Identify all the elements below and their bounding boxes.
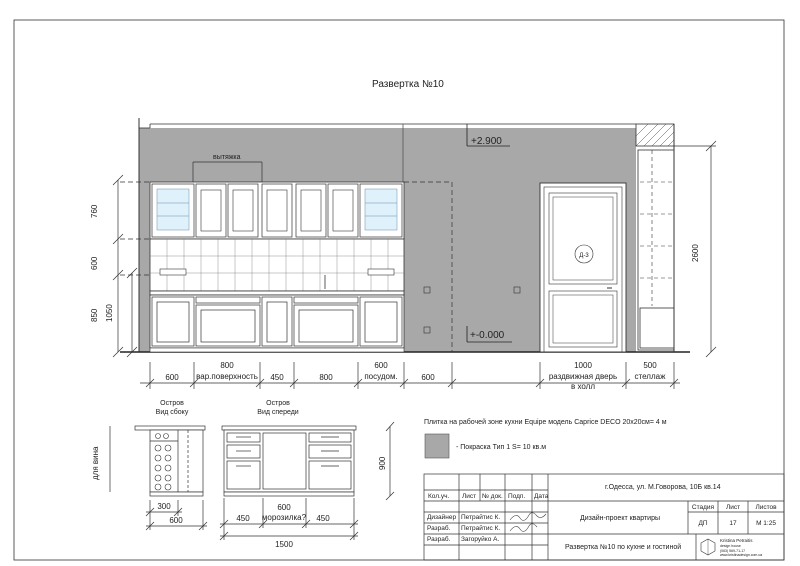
wine-label: для вина <box>91 446 100 480</box>
dim-wall-height: 2600 <box>691 244 700 262</box>
stamp-address: г.Одесса, ул. М.Говорова, 10Б кв.14 <box>605 484 721 491</box>
dim-total: 1050 <box>105 304 114 322</box>
dim-seg-3: 450 <box>270 373 284 382</box>
role-3: Разраб. <box>427 536 451 543</box>
island-height: 900 <box>378 456 387 470</box>
dim-seg-7: 1000 <box>574 361 592 370</box>
dim-seg-2-label: вар.поверхность <box>196 372 258 381</box>
countertop <box>150 291 404 295</box>
th-doc: № док. <box>482 493 503 500</box>
side-dim-600: 600 <box>169 516 183 525</box>
shelving-unit <box>638 150 674 350</box>
drawing-title: Развертка №10 <box>372 79 444 90</box>
front-dim-right: 450 <box>316 514 330 523</box>
dim-base: 850 <box>90 308 99 322</box>
dim-seg-8-label: стеллаж <box>634 372 666 381</box>
role-1: Дизайнер <box>427 514 457 521</box>
hood-label: вытяжка <box>213 154 241 161</box>
dim-seg-5-label: посудом. <box>364 372 398 381</box>
person-2: Петрайтис К. <box>461 525 501 532</box>
company-site: www.kristinadesign.com.ua <box>720 553 763 557</box>
th-list: Лист <box>462 493 477 500</box>
dim-apron: 600 <box>90 256 99 270</box>
front-dim-center: 600 <box>277 503 291 512</box>
person-1: Петрайтис К. <box>461 514 501 521</box>
level-top: +2.900 <box>471 136 502 147</box>
th-kol: Кол.уч. <box>428 493 450 500</box>
level-floor: +-0.000 <box>470 330 505 341</box>
th-date: Дата <box>534 493 549 500</box>
tile-apron <box>150 239 404 291</box>
dim-seg-2: 800 <box>220 361 234 370</box>
dim-seg-7-label2: в холл <box>571 382 595 391</box>
th-sign: Подп. <box>508 493 526 500</box>
base-cabinets <box>150 295 404 348</box>
island-front-caption: Остров <box>266 400 290 407</box>
stage-v-3: М 1:25 <box>756 520 776 527</box>
front-dim-left: 450 <box>236 514 250 523</box>
company-sub: design house <box>720 544 741 548</box>
dim-upper: 760 <box>90 204 99 218</box>
stamp-project: Дизайн-проект квартиры <box>580 515 660 522</box>
socket-block-left <box>160 269 186 275</box>
signature <box>510 513 546 532</box>
stamp-sheet-title: Развертка №10 по кухне и гостиной <box>565 544 682 551</box>
company-name: Kristina Petraitis <box>720 538 753 543</box>
socket-block-right <box>368 269 394 275</box>
dim-seg-6: 600 <box>421 373 435 382</box>
front-dim-total: 1500 <box>275 540 293 549</box>
wall-elevation <box>120 118 690 352</box>
island-front-caption2: Вид спереди <box>257 409 299 416</box>
dim-seg-1: 600 <box>165 373 179 382</box>
role-2: Разраб. <box>427 525 451 532</box>
stage-h-2: Лист <box>725 504 741 511</box>
door-tag: Д-3 <box>579 253 589 259</box>
stage-h-1: Стадия <box>691 504 715 511</box>
paint-note: - Покраска Тип 1 S= 10 кв.м <box>456 444 547 451</box>
island-front-view <box>222 426 356 496</box>
island-side-view <box>135 426 205 496</box>
side-dim-300: 300 <box>157 502 171 511</box>
tile-note: Плитка на рабочей зоне кухни Equipe модель Caprice DECO 20х20см= 4 м <box>424 419 667 426</box>
stage-v-2: 17 <box>729 520 737 527</box>
stage-h-3: Листов <box>755 504 777 511</box>
dim-seg-5: 600 <box>374 361 388 370</box>
island-side-caption2: Вид сбоку <box>155 409 189 416</box>
company-logo <box>701 538 762 557</box>
person-3: Загоруйко А. <box>461 536 500 543</box>
dim-seg-8: 500 <box>643 361 657 370</box>
dim-seg-7-label: раздвижная дверь <box>548 372 618 381</box>
company-contact: (063) 569-71-17 <box>720 549 746 553</box>
stage-v-1: ДП <box>698 520 708 527</box>
island-side-caption: Остров <box>160 400 184 407</box>
front-dim-center-label: морозилка? <box>261 513 307 522</box>
paint-swatch <box>425 434 449 458</box>
dim-seg-4: 800 <box>319 373 333 382</box>
